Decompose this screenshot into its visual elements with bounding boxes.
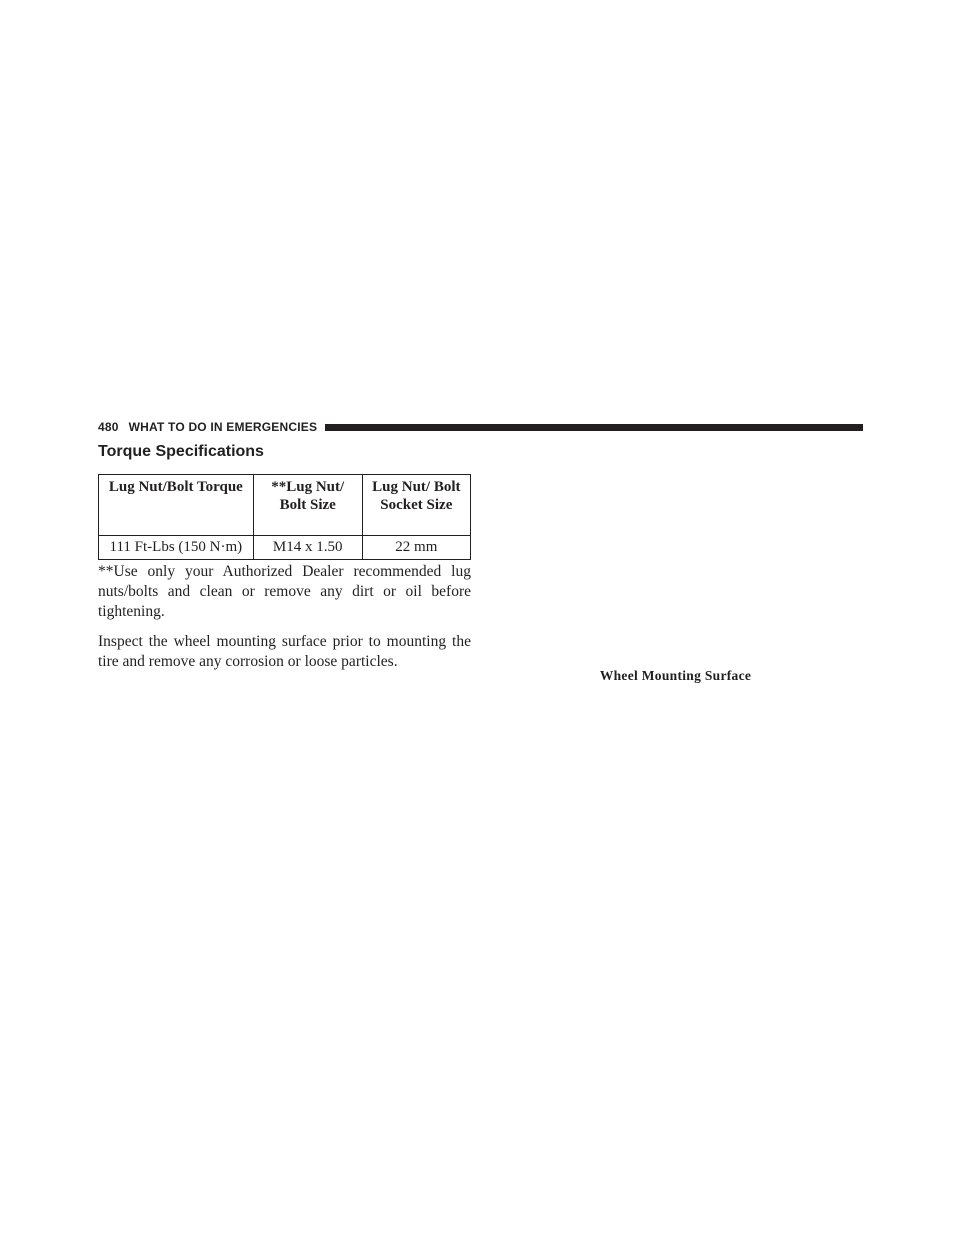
- table-header-cell: Lug Nut/ Bolt Socket Size: [362, 475, 470, 536]
- wheel-mounting-surface-figure: [488, 474, 863, 659]
- table-row: [99, 536, 471, 560]
- page-header: [98, 419, 863, 435]
- table-header-row: [99, 475, 471, 536]
- table-header-cell: Lug Nut/Bolt Torque: [99, 475, 254, 536]
- inspect-instruction: Inspect the wheel mounting surface prior to mounting the tire and remove any corrosion or loose particles.: [98, 633, 471, 670]
- section-heading: WHAT TO DO IN EMERGENCIES: [128, 420, 318, 434]
- torque-spec-table: [98, 474, 471, 560]
- table-cell: 111 Ft-Lbs (150 N·m): [99, 536, 254, 560]
- table-cell: M14 x 1.50: [253, 536, 362, 560]
- figure-caption: Wheel Mounting Surface: [599, 668, 752, 683]
- page-number: 480: [98, 420, 119, 434]
- table-header-cell: **Lug Nut/ Bolt Size: [253, 475, 362, 536]
- section-title: Torque Specifications: [98, 443, 264, 460]
- header-rule: [325, 424, 863, 431]
- table-cell: 22 mm: [362, 536, 470, 560]
- lug-nut-note: **Use only your Authorized Dealer recommended lug nuts/bolts and clean or remove any dirt or oil before tightening.: [98, 563, 471, 620]
